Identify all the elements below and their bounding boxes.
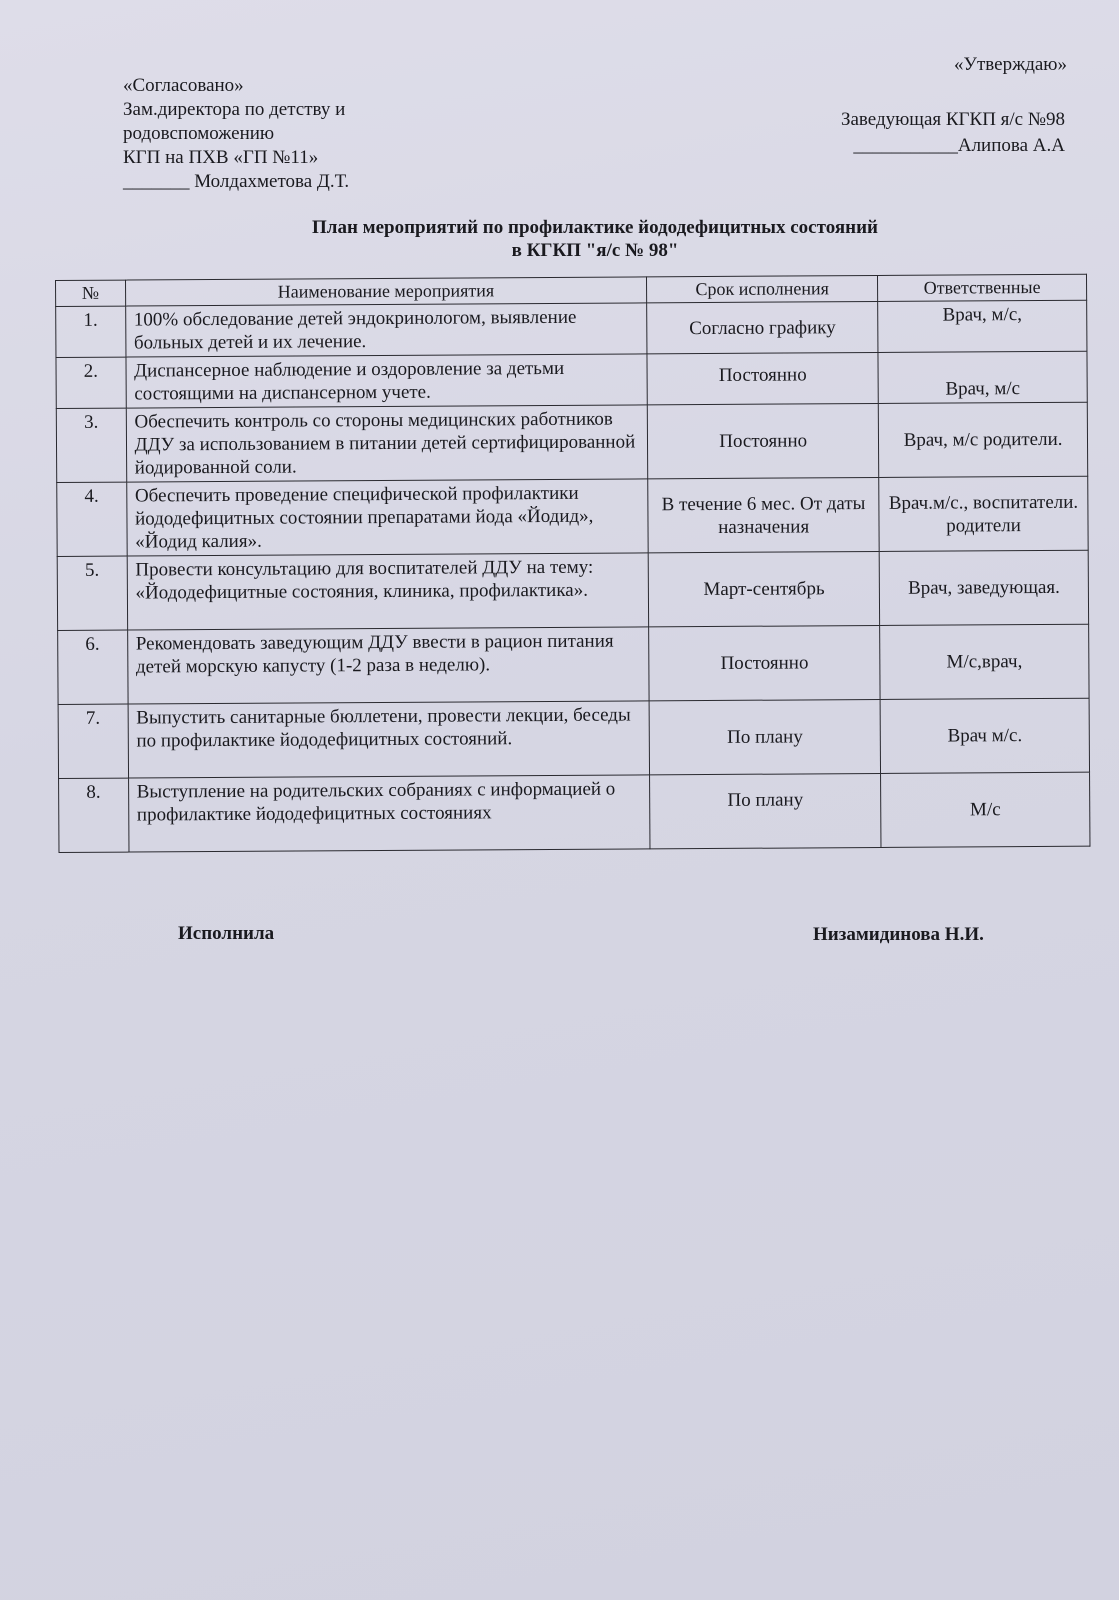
row-number: 2. xyxy=(56,357,126,408)
row-activity: Обеспечить проведение специфической профилактики йододефицитных состоянии препаратами йода «Йодид», «Йодид калия». xyxy=(126,479,648,556)
activities-table xyxy=(55,274,1090,853)
row-deadline: По плану xyxy=(650,773,881,848)
row-deadline: По плану xyxy=(649,699,880,774)
row-deadline: Постоянно xyxy=(647,403,878,478)
row-number: 3. xyxy=(56,408,126,482)
row-number: 6. xyxy=(58,630,128,704)
approved-block xyxy=(841,107,1065,159)
executor-name: Низамидинова Н.И. xyxy=(813,924,984,945)
row-responsible: Врач, заведующая. xyxy=(879,550,1088,625)
agreed-block xyxy=(123,74,349,194)
header-deadline: Срок исполнения xyxy=(647,275,878,302)
row-number: 7. xyxy=(58,704,128,778)
document-title xyxy=(0,216,1119,262)
title-line-2: в КГКП "я/с № 98" xyxy=(511,240,679,261)
agreed-organization: КГП на ПХВ «ГП №11» xyxy=(123,147,319,168)
agreed-signature: _______ Молдахметова Д.Т. xyxy=(123,171,350,192)
agreed-heading: «Согласовано» xyxy=(123,75,244,96)
table-row xyxy=(58,698,1089,778)
agreed-position: Зам.директора по детству и xyxy=(123,99,346,120)
row-deadline: Согласно графику xyxy=(647,301,878,353)
approved-signature: ___________Алипова А.А xyxy=(853,135,1065,156)
title-line-1: План мероприятий по профилактике йододефицитных состояний xyxy=(312,217,878,238)
header-activity: Наименование мероприятия xyxy=(125,277,647,306)
row-activity: Выпустить санитарные бюллетени, провести лекции, беседы по профилактике йододефицитных состояний. xyxy=(128,701,650,778)
table-row xyxy=(58,624,1089,704)
row-number: 8. xyxy=(59,778,129,852)
table-row xyxy=(56,300,1087,357)
row-activity: Диспансерное наблюдение и оздоровление за детьми состоящими на диспансерном учете. xyxy=(126,354,648,408)
table-row xyxy=(57,476,1088,556)
row-deadline: Постоянно xyxy=(647,352,878,404)
row-responsible: Врач, м/с, xyxy=(878,300,1087,352)
approved-position: Заведующая КГКП я/с №98 xyxy=(840,109,1065,130)
row-activity: Провести консультацию для воспитателей ДДУ на тему: «Йододефицитные состояния, клиника, профилактика». xyxy=(127,553,649,630)
row-deadline: Март-сентябрь xyxy=(648,551,879,626)
executor-label: Исполнила xyxy=(178,923,275,944)
table-row xyxy=(59,772,1090,852)
table-row xyxy=(57,550,1088,630)
row-responsible: Врач.м/с., воспитатели. родители xyxy=(879,476,1088,551)
row-responsible: Врач м/с. xyxy=(880,698,1089,773)
row-activity: Обеспечить контроль со стороны медицинских работников ДДУ за использованием в питании детей сертифицированной йодированной соли. xyxy=(126,405,648,482)
row-responsible: М/с,врач, xyxy=(880,624,1089,699)
row-responsible: М/с xyxy=(881,772,1090,847)
row-activity: 100% обследование детей эндокринологом, выявление больных детей и их лечение. xyxy=(125,303,647,357)
header-responsible: Ответственные xyxy=(878,274,1087,301)
table-row xyxy=(56,351,1087,408)
agreed-position-cont: родовспоможению xyxy=(123,123,275,144)
row-activity: Выступление на родительских собраниях с информацией о профилактике йододефицитных состояниях xyxy=(128,775,650,852)
row-responsible: Врач, м/с xyxy=(878,351,1087,403)
row-number: 5. xyxy=(57,556,127,630)
approved-heading: «Утверждаю» xyxy=(954,54,1067,75)
table-row xyxy=(56,402,1087,482)
row-activity: Рекомендовать заведующим ДДУ ввести в рацион питания детей морскую капусту (1-2 раза в неделю). xyxy=(127,627,649,704)
row-deadline: Постоянно xyxy=(649,625,880,700)
row-responsible: Врач, м/с родители. xyxy=(878,402,1087,477)
header-number: № xyxy=(56,280,126,306)
row-number: 4. xyxy=(57,482,127,556)
row-number: 1. xyxy=(56,306,126,357)
row-deadline: В течение 6 мес. От даты назначения xyxy=(648,477,879,552)
